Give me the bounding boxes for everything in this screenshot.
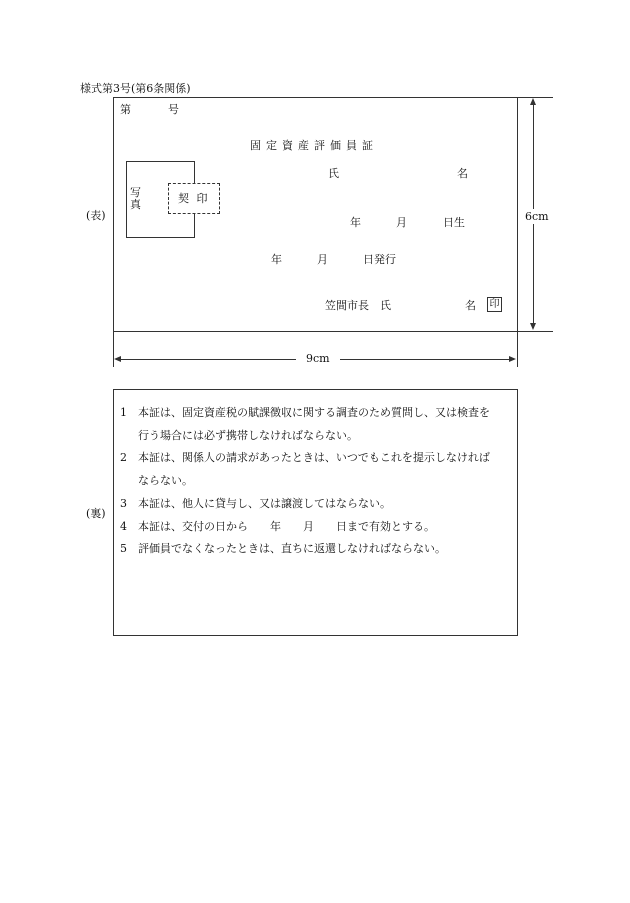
front-card bbox=[113, 97, 518, 332]
keiin-box bbox=[168, 183, 220, 214]
issue-month: 月 bbox=[317, 253, 328, 266]
card-number-go: 号 bbox=[168, 103, 179, 116]
note-1-num: 1 bbox=[120, 406, 127, 419]
seal-mark: 印 bbox=[487, 297, 502, 312]
birth-month: 月 bbox=[396, 216, 407, 229]
width-dim-label: 9cm bbox=[296, 353, 340, 364]
note-1-line2: 行う場合には必ず携帯しなければならない。 bbox=[138, 429, 358, 442]
back-side-label: (裏) bbox=[86, 507, 106, 520]
note-5-num: 5 bbox=[120, 542, 127, 555]
birth-year: 年 bbox=[350, 216, 361, 229]
holder-name-shi: 氏 bbox=[328, 167, 339, 180]
note-3-line1: 本証は、他人に貸与し、又は譲渡してはならない。 bbox=[138, 497, 391, 510]
note-2-num: 2 bbox=[120, 451, 127, 464]
note-3-num: 3 bbox=[120, 497, 127, 510]
issue-day: 日発行 bbox=[363, 253, 396, 266]
mayor-mei: 名 bbox=[465, 299, 476, 312]
note-4-line1: 本証は、交付の日から 年 月 日まで有効とする。 bbox=[138, 520, 435, 533]
dim-ext-bottom bbox=[518, 331, 553, 332]
height-arrow-down bbox=[530, 323, 536, 330]
note-2-line2: ならない。 bbox=[138, 474, 193, 487]
note-2-line1: 本証は、関係人の請求があったときは、いつでもこれを提示しなければ bbox=[138, 451, 490, 464]
dim-ext-right bbox=[517, 332, 518, 367]
note-5-line1: 評価員でなくなったときは、直ちに返還しなければならない。 bbox=[138, 542, 446, 555]
keiin-label: 契 印 bbox=[178, 192, 210, 205]
issue-year: 年 bbox=[271, 253, 282, 266]
birth-day: 日生 bbox=[443, 216, 465, 229]
card-number-dai: 第 bbox=[120, 103, 131, 116]
photo-label: 写真 bbox=[130, 186, 141, 211]
height-dim-label: 6cm bbox=[525, 210, 549, 223]
width-arrow-right bbox=[509, 356, 516, 362]
height-arrow-up bbox=[530, 98, 536, 105]
card-title: 固定資産評価員証 bbox=[250, 139, 378, 152]
form-title: 様式第3号(第6条関係) bbox=[80, 82, 191, 95]
note-1-line1: 本証は、固定資産税の賦課徴収に関する調査のため質問し、又は検査を bbox=[138, 406, 490, 419]
front-side-label: (表) bbox=[86, 209, 106, 222]
holder-name-mei: 名 bbox=[457, 167, 468, 180]
width-arrow-left bbox=[114, 356, 121, 362]
mayor-title: 笠間市長 氏 bbox=[325, 299, 391, 312]
note-4-num: 4 bbox=[120, 520, 127, 533]
back-card bbox=[113, 389, 518, 636]
